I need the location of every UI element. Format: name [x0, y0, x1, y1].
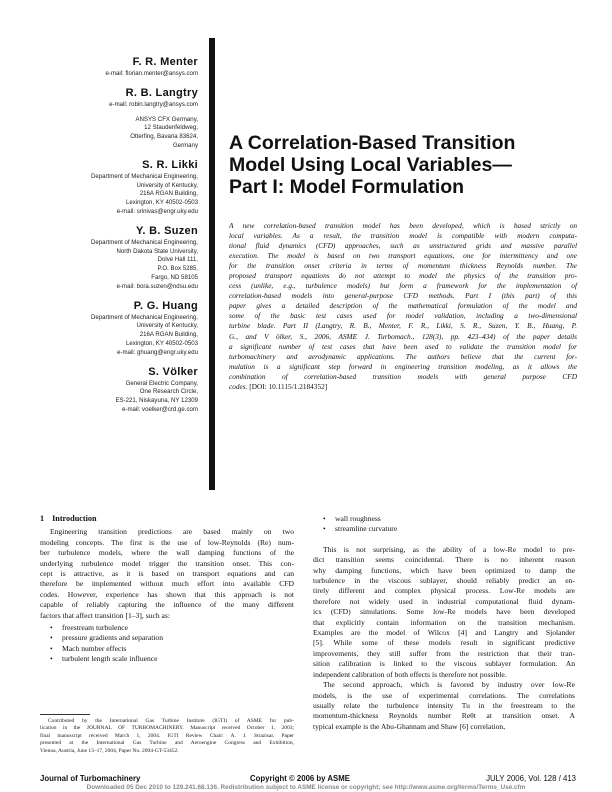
text-line: momentum-thickness Reynolds number Reθt at transition onset. A — [313, 711, 575, 721]
body-column-left — [40, 514, 294, 667]
author-block — [40, 300, 198, 358]
abstract-line: tional fluid dynamics (CFD) approaches, such as unstructured grids and massive parallel — [229, 241, 577, 251]
list-item — [323, 514, 575, 524]
abstract-final-word: codes. — [229, 381, 248, 391]
author-affiliation-line: Department of Mechanical Engineering, — [90, 238, 198, 246]
abstract-line: a significant number of test cases that have been used to validate the transition model for — [229, 341, 577, 351]
text-line: factors that affect transition [1–3], such as: — [40, 610, 170, 620]
author-affiliation-line: Lexington, KY 40502-0503 — [125, 199, 198, 207]
section-number: 1 — [40, 514, 45, 523]
author-affiliation-line: P.O. Box 5285, — [157, 265, 198, 273]
text-line: typical example is the Abu-Ghannam and Shaw [6] correlation, — [313, 721, 506, 731]
abstract-line: paper gives a detailed description of the mathematical formulation of the model and — [229, 301, 577, 311]
abstract-last-line — [229, 382, 577, 392]
author-affiliation-line: 216A RGAN Building, — [139, 190, 198, 198]
author-block — [40, 87, 198, 151]
abstract-line: turbine blade. Part II (Langtry, R. B., Menter, F. R., Likki, S. R., Suzen, Y. B., Huang, P. — [229, 321, 577, 331]
author-affiliation-line: General Electric Company, — [125, 379, 198, 387]
bullet-icon: • — [50, 623, 53, 633]
footer-journal: Journal of Turbomachinery — [40, 774, 141, 783]
author-affiliation-line: 216A RGAN Building, — [139, 331, 198, 339]
text-line: therefore not widely used in industrial computational fluid dynam- — [313, 596, 575, 606]
author-affiliation-line: North Dakota State University, — [116, 247, 198, 255]
text-line: capable of reliably capturing the influence of the many different — [40, 600, 294, 610]
title-line: Part I: Model Formulation — [229, 176, 465, 198]
abstract-line: local variables. As a result, the transition model is compatible with modern computa- — [229, 231, 577, 241]
text-line: underlying turbulence model trigger the transition onset. This con- — [40, 558, 294, 568]
text-line: cept is attractive, as it is based on transport equations and can — [40, 569, 294, 579]
list-item — [50, 654, 294, 664]
text-line: [5]. While some of these models result in significant predictive — [313, 638, 575, 648]
abstract-line: A new correlation-based transition model has been developed, which is based strictly on — [229, 221, 577, 230]
abstract-line: execution. The model is based on two transport equations, one for intermittency and one — [229, 251, 577, 261]
bullet-icon: • — [323, 524, 326, 534]
list-item — [323, 524, 575, 534]
list-item-text: streamline curvature — [335, 524, 398, 534]
list-item — [50, 633, 294, 643]
text-line: codes. However, experience has shown that this approach is not — [40, 589, 294, 599]
paper-title — [229, 132, 569, 198]
text-line: models, is the use of experimental correlations. The correlations — [313, 690, 575, 700]
author-block — [40, 225, 198, 292]
text-line: that explicitly contain information on the transition mechanism. — [313, 617, 575, 627]
list-item-text: freestream turbulence — [62, 623, 128, 633]
list-item-text: pressure gradients and separation — [62, 633, 164, 643]
text-line: dict transition seems coincidental. There is no inherent reason — [313, 555, 575, 565]
download-notice: Downloaded 05 Dec 2010 to 129.241.68.136. Redistribution subject to ASME license or copyright; see http://www.asme.org/terms/Terms_Use.cfm — [86, 784, 526, 791]
bullet-icon: • — [323, 514, 326, 523]
author-affiliation-line: One Research Circle, — [139, 388, 198, 396]
author-affiliation-line: Dolve Hall 111, — [157, 256, 198, 264]
author-affiliation-line: Germany — [172, 141, 198, 149]
abstract-body — [229, 221, 577, 382]
text-line: why damping functions, which have been optimized to damp the — [313, 565, 575, 575]
footnote-rule — [40, 714, 90, 715]
text-line: improvements, they still suffer from the restriction that their tran- — [313, 648, 575, 658]
bullet-list — [313, 514, 575, 535]
author-affiliation-line: e-mail: robin.langtry@ansys.com — [109, 100, 198, 108]
author-affiliation-line: 12 Staudenfeldweg, — [144, 124, 198, 132]
author-affiliation-line: University of Kentucky, — [136, 181, 198, 189]
list-item-text: wall roughness — [335, 514, 381, 523]
footnote — [40, 718, 294, 755]
body-column-right — [313, 514, 575, 732]
text-line: modeling concepts. The first is the use of low-Reynolds (Re) num- — [40, 537, 294, 547]
author-affiliation-line: Fargo, ND 58105 — [151, 273, 198, 281]
paragraph — [313, 680, 575, 732]
abstract-line: turbomachinery and aerodynamic applications. The authors believe that the current for- — [229, 351, 577, 361]
doi: [DOI: 10.1115/1.2184352] — [249, 381, 328, 391]
text-line: Engineering transition predictions are based mainly on two — [50, 527, 294, 537]
author-affiliation-line: Department of Mechanical Engineering, — [90, 172, 198, 180]
text-line: Examples are the model of Wilcox [4] and Langtry and Sjolander — [313, 628, 575, 638]
author-affiliation-line: e-mail: voelker@crd.ge.com — [122, 405, 198, 413]
section-title: Introduction — [52, 514, 97, 523]
author-list — [40, 56, 198, 423]
bullet-icon: • — [50, 633, 53, 643]
footer-issue: JULY 2006, Vol. 128 / 413 — [486, 774, 576, 783]
section-heading — [40, 514, 294, 524]
author-block — [40, 159, 198, 217]
list-item-text: Mach number effects — [62, 643, 127, 653]
abstract — [229, 221, 577, 392]
text-line: turbulence in the viscous sublayer, should reliably predict an en- — [313, 576, 575, 586]
paragraph — [40, 527, 294, 621]
author-affiliation-line: Department of Mechanical Engineering, — [90, 313, 198, 321]
author-block — [40, 56, 198, 79]
author-name: F. R. Menter — [132, 56, 198, 68]
footnote-line: final manuscript received March 1, 2004. IGTI Review Chair: A. J. Strazisar. Paper — [40, 732, 294, 739]
author-affiliation-line: ES-221, Niskayuna, NY 12309 — [115, 397, 198, 405]
title-line: Model Using Local Variables— — [229, 154, 512, 176]
list-item — [50, 644, 294, 654]
footnote-line: lication in the JOURNAL OF TURBOMACHINERY. Manuscript received October 1, 2003; — [40, 725, 294, 732]
paragraph — [313, 545, 575, 680]
footnote-line: Contributed by the International Gas Turbine Institute (IGTI) of ASME for pub- — [48, 718, 294, 724]
text-line: sition calibration is linked to the viscous sublayer formulation. An — [313, 659, 575, 669]
author-name: Y. B. Suzen — [136, 224, 198, 237]
text-line: independent calibration of both effects is therefore not possible. — [313, 669, 507, 679]
author-name: S. Völker — [148, 365, 198, 378]
list-item-text: turbulent length scale influence — [62, 654, 158, 664]
text-line: therefore be implemented without much effort into available CFD — [40, 579, 294, 589]
footer-copyright: Copyright © 2006 by ASME — [250, 774, 350, 783]
footnote-line: presented at the International Gas Turbine and Aeroengine Congress and Exhibition, — [40, 740, 294, 747]
text-line: ics (CFD) simulations. Some low-Re models have been developed — [313, 607, 575, 617]
author-affiliation-line: Lexington, KY 40502-0503 — [125, 339, 198, 347]
bullet-icon: • — [50, 654, 53, 664]
abstract-line: for the transition onset criteria in terms of momentum thickness Reynolds number. The — [229, 261, 577, 271]
author-affiliation-line: e-mail: florian.menter@ansys.com — [105, 70, 198, 77]
text-line: This is not surprising, as the ability of a low-Re model to pre- — [323, 544, 575, 554]
title-line: A Correlation-Based Transition — [229, 132, 516, 154]
author-name: P. G. Huang — [133, 299, 198, 312]
vertical-rule — [209, 38, 215, 490]
abstract-line: cess (unlike, e.g., turbulence models) but form a framework for the implementation of — [229, 281, 577, 291]
author-affiliation-line: e-mail: srinivas@engr.uky.edu — [116, 207, 198, 215]
footnote-line: Vienna, Austria, June 13–17, 2004, Paper No. 2004-GT-53452. — [40, 747, 179, 754]
abstract-line: combination of correlation-based transition models with general purpose CFD — [229, 371, 577, 381]
text-line: tirely different and complex physical process. Low-Re models are — [313, 586, 575, 596]
abstract-line: mulation is a significant step forward in engineering transition modeling, as it allows the — [229, 361, 577, 371]
author-affiliation-line: ANSYS CFX Germany, — [135, 115, 198, 123]
author-affiliation-line: e-mail: bora.suzen@ndsu.edu — [116, 282, 198, 290]
author-name: R. B. Langtry — [125, 86, 198, 99]
text-line: ber turbulence models, where the wall damping functions of the — [40, 548, 294, 558]
bullet-icon: • — [50, 643, 53, 653]
text-line: usually relate the turbulence intensity Tu in the freestream to the — [313, 700, 575, 710]
author-name: S. R. Likki — [142, 158, 198, 171]
abstract-line: proposed transport equations do not attempt to model the physics of the transition pro- — [229, 271, 577, 281]
author-block — [40, 366, 198, 415]
abstract-line: some of the basic test cases used for model validation, including a two-dimensional — [229, 311, 577, 321]
abstract-line: G., and V ölker, S., 2006, ASME J. Turbomach., 128(3), pp. 423–434) of the paper details — [229, 331, 577, 341]
author-affiliation-line: e-mail: ghuang@engr.uky.edu — [117, 348, 198, 356]
author-affiliation-line: Otterfing, Bavaria 83624, — [130, 133, 198, 141]
author-affiliation-line: University of Kentucky, — [136, 322, 198, 330]
abstract-line: correlation-based models into general-purpose CFD methods. Part I (this part) of this — [229, 291, 577, 301]
text-line: The second approach, which is favored by industry over low-Re — [323, 680, 575, 690]
list-item — [50, 623, 294, 633]
bullet-list — [40, 623, 294, 665]
